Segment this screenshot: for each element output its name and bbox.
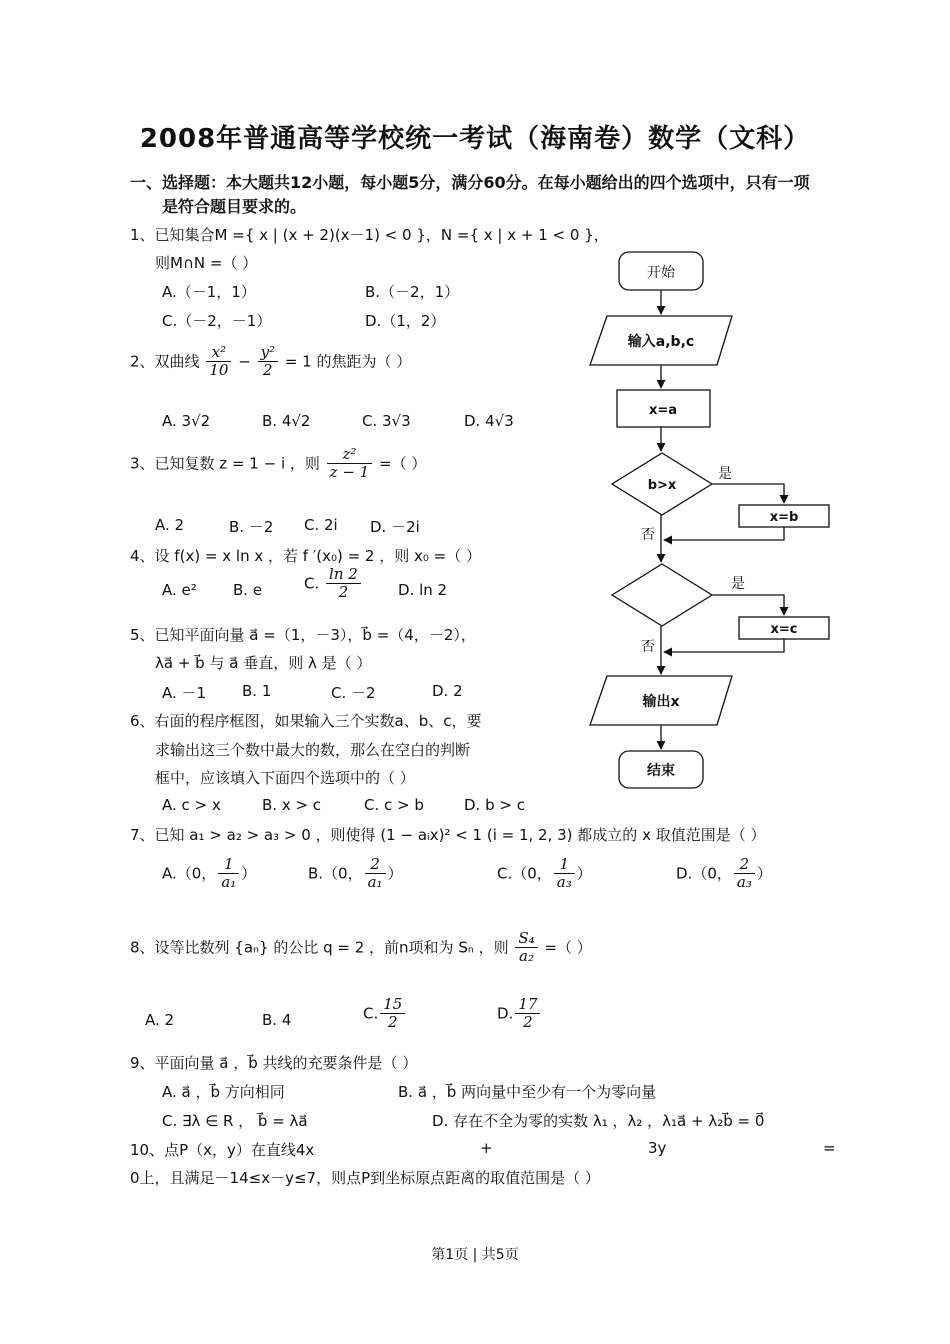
option-2c: C. 3√3 <box>362 412 411 430</box>
option-1a: A.（－1，1） <box>162 283 256 301</box>
flow-end-label: 结束 <box>647 763 675 779</box>
option-8c <box>363 996 407 1032</box>
section-heading-cont: 是符合题目要求的。 <box>162 197 307 216</box>
option-5d: D. 2 <box>432 682 463 700</box>
option-4c <box>304 566 363 602</box>
flow-start-label: 开始 <box>647 265 675 281</box>
q3-num: z² <box>327 446 373 464</box>
q3-suffix: =（ ） <box>379 454 427 473</box>
option-8a: A. 2 <box>145 1011 175 1029</box>
question-3-stem <box>130 446 426 482</box>
option-1c: C.（－2，－1） <box>162 312 272 330</box>
q2-num2: y² <box>258 344 279 362</box>
option-4b: B. e <box>233 581 263 599</box>
q2-minus: − <box>238 352 251 371</box>
option-9b: B. a⃗ ，b⃗ 两向量中至少有一个为零向量 <box>398 1083 657 1101</box>
flow-yes2-label: 是 <box>731 576 745 592</box>
option-7c-close: ） <box>576 864 592 883</box>
question-10-stem-part1: 10、点P（x，y）在直线4x <box>130 1141 315 1159</box>
flow-assign1-label: x=a <box>648 403 678 418</box>
option-4c-fraction <box>326 566 361 602</box>
q8-suffix: =（ ） <box>544 938 592 957</box>
option-9c: C. ∃λ ∈ R ， b⃗ = λa⃗ <box>162 1112 308 1130</box>
option-8c-label: C. <box>363 1004 379 1023</box>
option-9a: A. a⃗ ，b⃗ 方向相同 <box>162 1083 285 1101</box>
question-5-stem: 5、已知平面向量 a⃗ =（1，－3），b⃗ =（4，－2）， <box>130 626 476 644</box>
question-10-stem-part2: + <box>480 1139 493 1157</box>
flow-arrow-yes1 <box>712 484 784 503</box>
option-7d-label: D.（0， <box>676 864 732 883</box>
option-7d-close: ） <box>756 864 772 883</box>
option-6b: B. x > c <box>262 796 322 814</box>
q2-fraction-1 <box>206 344 231 380</box>
flowchart <box>585 248 840 793</box>
option-7b-label: B.（0， <box>308 864 363 883</box>
option-7c-fraction <box>554 856 575 892</box>
option-8d-label: D. <box>497 1004 514 1023</box>
question-1-stem-cont: 则M∩N =（ ） <box>155 254 258 272</box>
question-8-stem <box>130 930 592 966</box>
option-7c-label: C.（0， <box>497 864 552 883</box>
q8-d-den: 2 <box>523 1013 533 1032</box>
flow-no1-label: 否 <box>641 527 655 543</box>
option-7b <box>308 856 403 892</box>
option-7a-close: ） <box>241 864 257 883</box>
question-2-stem <box>130 344 411 380</box>
question-10-stem-part4: = <box>823 1139 836 1157</box>
option-8d-fraction <box>515 996 540 1032</box>
flow-arrow-merge2 <box>664 639 784 652</box>
option-4c-label: C. <box>304 574 320 593</box>
q7-c-den: a₃ <box>556 873 572 892</box>
option-5a: A. －1 <box>162 684 207 702</box>
option-8b: B. 4 <box>262 1011 292 1029</box>
question-10-stem-cont: 0上，且满足－14≤x－y≤7，则点P到坐标原点距离的取值范围是（ ） <box>130 1169 600 1187</box>
q8-prefix: 8、设等比数列 {aₙ} 的公比 q = 2 ，前n项和为 Sₙ ，则 <box>130 938 509 957</box>
q3-fraction <box>327 446 373 482</box>
question-9-stem: 9、平面向量 a⃗ ，b⃗ 共线的充要条件是（ ） <box>130 1054 418 1072</box>
question-7-stem: 7、已知 a₁ > a₂ > a₃ > 0 ，则使得 (1 − aᵢx)² < 1 (i = 1, 2, 3) 都成立的 x 取值范围是（ ） <box>130 826 766 844</box>
q2-den2: 2 <box>263 361 273 380</box>
q8-den: a₂ <box>519 947 534 966</box>
q2-suffix: = 1 的焦距为（ ） <box>284 352 412 371</box>
option-8c-fraction <box>380 996 405 1032</box>
question-4-stem: 4、设 f(x) = x ln x ，若 f ′(x₀) = 2 ，则 x₀ =（ ） <box>130 547 482 565</box>
question-6-stem: 6、右面的程序框图，如果输入三个实数a、b、c，要 <box>130 712 482 730</box>
q2-num1: x² <box>206 344 231 362</box>
option-2a: A. 3√2 <box>162 412 211 430</box>
flow-input-label: 输入a,b,c <box>627 334 695 350</box>
flow-arrow-merge1 <box>664 527 784 540</box>
flow-arrow-yes2 <box>712 595 784 615</box>
option-5c: C. －2 <box>331 684 376 702</box>
flow-assign3-label: x=c <box>770 622 798 637</box>
q8-num: S₄ <box>515 930 537 948</box>
flow-decision2 <box>612 564 712 626</box>
option-7a-fraction <box>218 856 239 892</box>
q7-d-den: a₃ <box>736 873 752 892</box>
option-7b-fraction <box>365 856 386 892</box>
q3-den: z − 1 <box>329 463 370 482</box>
option-3a: A. 2 <box>155 516 185 534</box>
flow-cond1-label: b>x <box>647 478 677 493</box>
option-5b: B. 1 <box>242 682 272 700</box>
option-1b: B.（－2，1） <box>365 283 460 301</box>
q7-a-num: 1 <box>218 856 239 874</box>
q8-c-num: 15 <box>380 996 405 1014</box>
option-9d: D. 存在不全为零的实数 λ₁ ，λ₂ ，λ₁a⃗ + λ₂b⃗ = 0⃗ <box>432 1112 765 1130</box>
question-6-stem-cont: 求输出这三个数中最大的数，那么在空白的判断 <box>155 741 471 759</box>
option-7c <box>497 856 592 892</box>
q7-b-den: a₁ <box>367 873 383 892</box>
option-2d: D. 4√3 <box>464 412 514 430</box>
option-2b: B. 4√2 <box>262 412 311 430</box>
page-title: 2008年普通高等学校统一考试（海南卷）数学（文科） <box>139 124 811 154</box>
option-4d: D. ln 2 <box>398 581 448 599</box>
flow-no2-label: 否 <box>641 639 655 655</box>
q3-prefix: 3、已知复数 z = 1 − i ，则 <box>130 454 320 473</box>
q8-c-den: 2 <box>388 1013 398 1032</box>
q2-prefix: 2、双曲线 <box>130 352 200 371</box>
q7-c-num: 1 <box>554 856 575 874</box>
option-4a: A. e² <box>162 581 197 599</box>
flow-assign2-label: x=b <box>769 510 799 525</box>
option-6d: D. b > c <box>464 796 525 814</box>
option-1d: D.（1，2） <box>365 312 446 330</box>
page-footer: 第1页 | 共5页 <box>431 1247 519 1263</box>
option-6a: A. c > x <box>162 796 221 814</box>
q7-d-num: 2 <box>734 856 755 874</box>
flow-yes1-label: 是 <box>718 466 732 482</box>
option-7d-fraction <box>734 856 755 892</box>
option-7a-label: A.（0， <box>162 864 217 883</box>
option-3b: B. －2 <box>229 518 274 536</box>
option-6c: C. c > b <box>364 796 424 814</box>
option-7d <box>676 856 772 892</box>
section-heading: 一、选择题：本大题共12小题，每小题5分，满分60分。在每小题给出的四个选项中，只有一项 <box>130 173 810 192</box>
q7-a-den: a₁ <box>221 873 237 892</box>
q4-c-den: 2 <box>338 583 349 602</box>
question-6-stem-cont2: 框中，应该填入下面四个选项中的（ ） <box>155 769 415 787</box>
question-10-stem-part3: 3y <box>648 1139 667 1157</box>
q2-den1: 10 <box>209 361 229 380</box>
q8-fraction <box>515 930 537 966</box>
question-1-stem: 1、已知集合M ={ x | (x + 2)(x－1) < 0 }，N ={ x | x + 1 < 0 }， <box>130 226 609 244</box>
flow-output-label: 输出x <box>642 694 680 710</box>
q2-fraction-2 <box>258 344 279 380</box>
question-5-stem-cont: λa⃗ + b⃗ 与 a⃗ 垂直，则 λ 是（ ） <box>155 654 372 672</box>
q7-b-num: 2 <box>365 856 386 874</box>
q8-d-num: 17 <box>515 996 540 1014</box>
option-7a <box>162 856 256 892</box>
option-3c: C. 2i <box>304 516 338 534</box>
option-3d: D. －2i <box>370 518 420 536</box>
option-7b-close: ） <box>387 864 403 883</box>
q4-c-num: ln 2 <box>326 566 361 584</box>
option-8d <box>497 996 542 1032</box>
